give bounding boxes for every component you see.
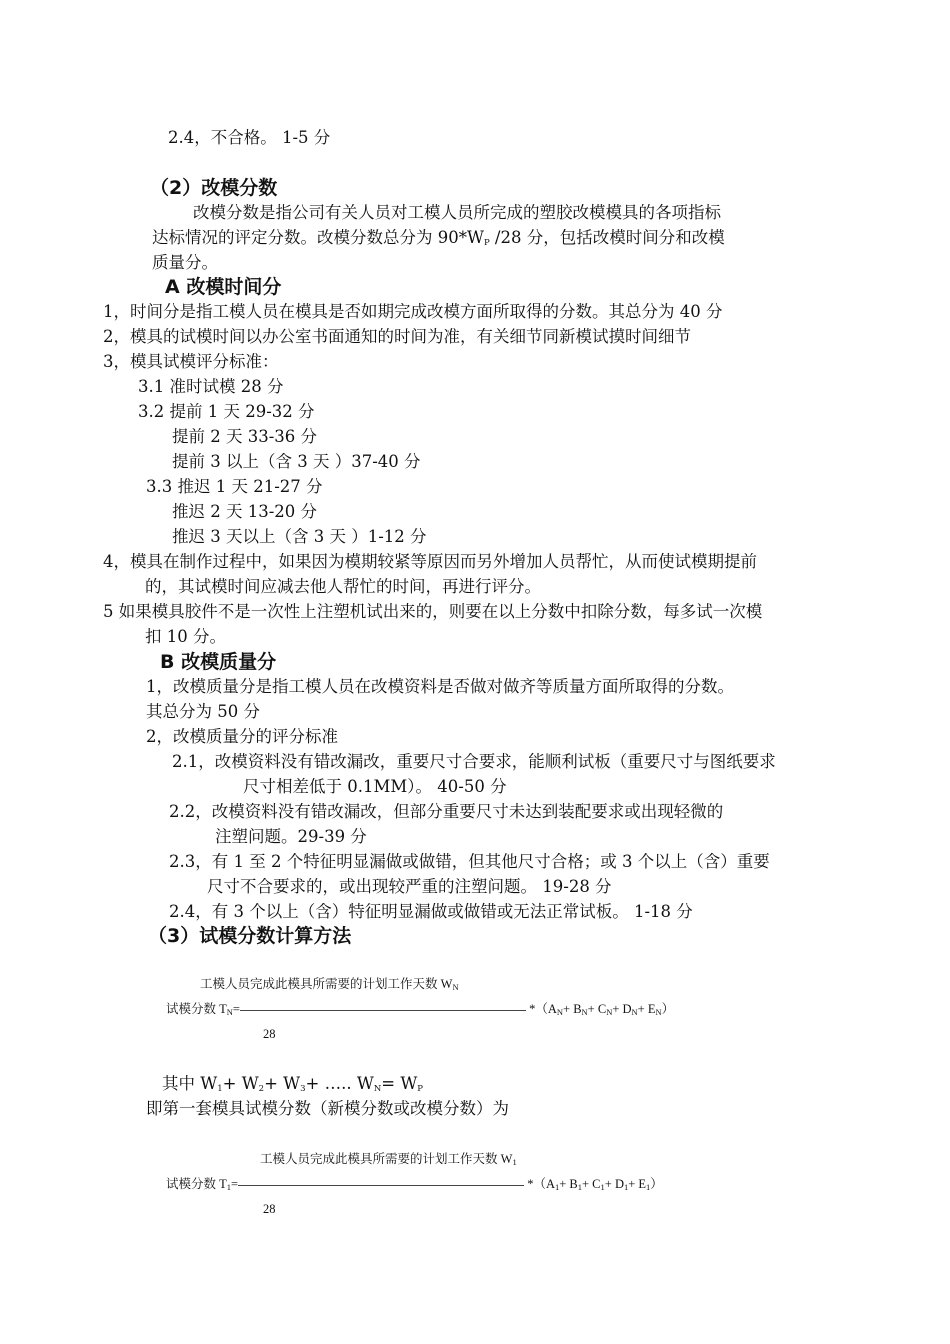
formula1-fraction-bar xyxy=(240,1010,526,1011)
a-item-4: 4，模具在制作过程中，如果因为模期较紧等原因而另外增加人员帮忙，从而使试模期提前 xyxy=(103,552,757,571)
sum-sub: 3 xyxy=(300,1084,306,1094)
formula2-term-sub: 1 xyxy=(554,1182,560,1192)
sum-text: 其中 W xyxy=(162,1074,218,1093)
formula1-term-sub: N xyxy=(655,1007,662,1017)
sum-line xyxy=(162,1074,423,1099)
sum-text: + ….. W xyxy=(305,1074,374,1093)
formula1-lhs: 试模分数 T xyxy=(166,1002,227,1016)
a-item-1: 1，时间分是指工模人员在模具是否如期完成改模方面所取得的分数。其总分为 40 分 xyxy=(103,302,723,321)
a-item-3-3: 3.3 推迟 1 天 21-27 分 xyxy=(146,477,323,496)
a-item-3-3b: 推迟 2 天 13-20 分 xyxy=(172,502,318,521)
section-a-title: A 改模时间分 xyxy=(165,276,282,298)
formula2-term-sub: 1 xyxy=(623,1182,629,1192)
formula2-equals: = xyxy=(231,1177,239,1191)
a-item-3-1: 3.1 准时试模 28 分 xyxy=(138,377,284,396)
b-item-2-1-cont: 尺寸相差低于 0.1MM）。 40-50 分 xyxy=(243,777,507,796)
b-item-1-cont: 其总分为 50 分 xyxy=(146,702,260,721)
b-item-2: 2，改模质量分的评分标准 xyxy=(146,727,338,746)
first-set-line: 即第一套模具试模分数（新模分数或改模分数）为 xyxy=(146,1099,509,1118)
formula1-rhs: *（A xyxy=(529,1002,557,1016)
formula1-denominator: 28 xyxy=(263,1027,276,1041)
a-item-3: 3，模具试模评分标准： xyxy=(103,352,279,371)
formula2-term: + D xyxy=(604,1177,624,1191)
sum-text: + W xyxy=(264,1074,301,1093)
b-item-2-4: 2.4，有 3 个以上（含）特征明显漏做或做错或无法正常试板。 1-18 分 xyxy=(169,902,693,921)
sum-sub: P xyxy=(417,1084,424,1094)
para-text: 达标情况的评定分数。改模分数总分为 90*W xyxy=(152,228,484,247)
sum-sub: 2 xyxy=(258,1084,265,1094)
section3-title: （3）试模分数计算方法 xyxy=(148,925,352,947)
section2-title: （2）改模分数 xyxy=(150,177,278,199)
b-item-2-1: 2.1，改模资料没有错改漏改，重要尺寸合要求，能顺利试板（重要尺寸与图纸要求 xyxy=(172,752,776,771)
b-item-2-2-cont: 注塑问题。29-39 分 xyxy=(215,827,367,846)
sum-text: + W xyxy=(222,1074,259,1093)
line-2-4-fail: 2.4，不合格。 1-5 分 xyxy=(168,128,331,147)
formula2-numerator-sub: 1 xyxy=(512,1157,517,1167)
a-item-3-3c: 推迟 3 天以上（含 3 天 ）1-12 分 xyxy=(172,527,427,546)
a-item-3-2c: 提前 3 以上（含 3 天 ）37-40 分 xyxy=(172,452,421,471)
formula2-term-sub: 1 xyxy=(577,1182,582,1192)
b-item-1: 1，改模质量分是指工模人员在改模资料是否做对做齐等质量方面所取得的分数。 xyxy=(146,677,734,696)
formula1-numerator-sub: N xyxy=(452,982,459,992)
formula2-term-sub: 1 xyxy=(646,1182,651,1192)
formula1-term: + B xyxy=(563,1002,582,1016)
formula1-line xyxy=(166,1001,674,1020)
a-item-3-2b: 提前 2 天 33-36 分 xyxy=(172,427,318,446)
formula2-rhs: *（A xyxy=(527,1177,555,1191)
formula1-term-sub: N xyxy=(631,1007,638,1017)
sum-sub: N xyxy=(373,1084,382,1094)
a-item-4-cont: 的，其试模时间应减去他人帮忙的时间，再进行评分。 xyxy=(145,577,541,596)
b-item-2-3: 2.3，有 1 至 2 个特征明显漏做或做错，但其他尺寸合格；或 3 个以上（含）重要 xyxy=(169,852,770,871)
formula2-term: + B xyxy=(559,1177,578,1191)
formula2-term: + C xyxy=(582,1177,601,1191)
formula1-numerator-text: 工模人员完成此模具所需要的计划工作天数 W xyxy=(200,977,453,991)
formula1-term: + E xyxy=(637,1002,656,1016)
para-sub: P xyxy=(483,238,490,248)
formula2-numerator-text: 工模人员完成此模具所需要的计划工作天数 W xyxy=(260,1152,513,1166)
section2-para-line2 xyxy=(152,228,725,253)
para-text-end: /28 分，包括改模时间分和改模 xyxy=(489,228,725,247)
formula2-term: + E xyxy=(628,1177,647,1191)
formula2-term: ） xyxy=(650,1177,663,1191)
formula2-lhs: 试模分数 T xyxy=(166,1177,227,1191)
formula1-term: + D xyxy=(612,1002,632,1016)
section2-para-line1: 改模分数是指公司有关人员对工模人员所完成的塑胶改模模具的各项指标 xyxy=(193,203,721,222)
formula1-term-sub: N xyxy=(581,1007,588,1017)
formula2-denominator: 28 xyxy=(263,1202,276,1216)
formula1-term-sub: N xyxy=(606,1007,613,1017)
sum-text: = W xyxy=(381,1074,418,1093)
formula1-numerator xyxy=(200,976,459,995)
sum-sub: 1 xyxy=(217,1084,223,1094)
formula2-lhs-sub: 1 xyxy=(226,1182,232,1192)
formula2-numerator xyxy=(260,1151,517,1170)
a-item-3-2: 3.2 提前 1 天 29-32 分 xyxy=(138,402,315,421)
formula1-term: + C xyxy=(587,1002,607,1016)
a-item-5-cont: 扣 10 分。 xyxy=(145,627,226,646)
b-item-2-2: 2.2，改模资料没有错改漏改，但部分重要尺寸未达到装配要求或出现轻微的 xyxy=(169,802,724,821)
b-item-2-3-cont: 尺寸不合要求的，或出现较严重的注塑问题。 19-28 分 xyxy=(207,877,612,896)
section2-para-line3: 质量分。 xyxy=(152,253,218,272)
formula1-term: ） xyxy=(661,1002,675,1016)
formula2-term-sub: 1 xyxy=(600,1182,605,1192)
formula2-line xyxy=(166,1176,663,1195)
a-item-5: 5 如果模具胶件不是一次性上注塑机试出来的，则要在以上分数中扣除分数，每多试一次模 xyxy=(103,602,763,621)
formula2-fraction-bar xyxy=(238,1185,524,1186)
section-b-title: B 改模质量分 xyxy=(160,651,277,673)
formula1-lhs-sub: N xyxy=(226,1007,233,1017)
a-item-2: 2，模具的试模时间以办公室书面通知的时间为准，有关细节同新模试摸时间细节 xyxy=(103,327,691,346)
formula1-term-sub: N xyxy=(556,1007,564,1017)
formula1-equals: = xyxy=(232,1002,240,1016)
